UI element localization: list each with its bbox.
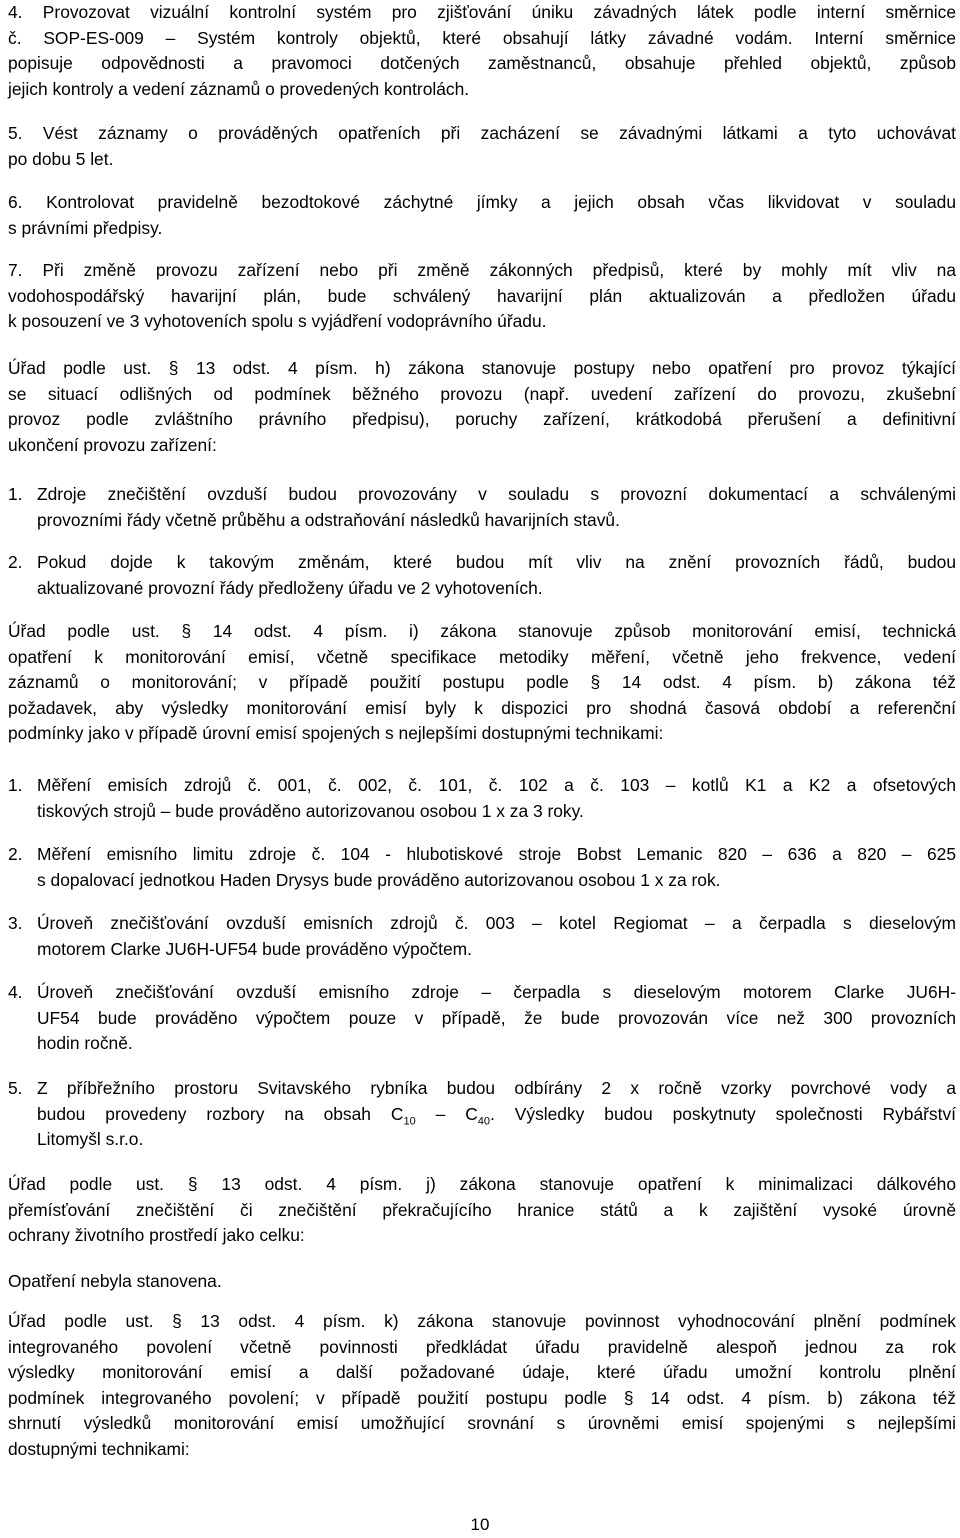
text-line: tiskových strojů – bude prováděno autorizovanou osobou 1 x za 3 roky. <box>37 800 584 821</box>
text-line: aktualizované provozní řády předloženy úřadu ve 2 vyhotoveních. <box>37 577 543 598</box>
text-line: 6. Kontrolovat pravidelně bezodtokové záchytné jímky a jejich obsah včas likvidovat v souladu <box>8 192 956 212</box>
text-line: podmínek integrovaného povolení; v případě použití postupu podle § 14 odst. 4 písm. b) zákona též <box>8 1387 956 1408</box>
text-line-with-subscripts <box>37 1102 956 1128</box>
paragraph-13k <box>8 1309 956 1463</box>
paragraph-13j <box>8 1172 956 1249</box>
list-item <box>8 482 956 533</box>
text-line: 5. Vést záznamy o prováděných opatřeních při zacházení se závadnými látkami a tyto uchovávat <box>8 123 956 143</box>
text-line: shrnutí výsledků monitorování emisí umožňující srovnání s úrovněmi emisí spojenými s nejlepšími <box>8 1413 956 1434</box>
text-line: záznamů o monitorování; v případě použití postupu podle § 14 odst. 4 písm. b) zákona též <box>8 672 956 693</box>
text-line: vodohospodářský havarijní plán, bude schválený havarijní plán aktualizován a předložen úřadu <box>8 285 956 306</box>
text-line: UF54 bude prováděno výpočtem pouze v případě, že bude provozován více než 300 provozních <box>37 1007 956 1028</box>
text-line: Z příbřežního prostoru Svitavského rybníka budou odbírány 2 x ročně vzorky povrchové vody a <box>37 1078 956 1098</box>
paragraph-13h <box>8 356 956 458</box>
text-line: Pokud dojde k takovým změnám, které budou mít vliv na znění provozních řádů, budou <box>37 552 956 572</box>
text-line: podmínky jako v případě úrovní emisí spojených s nejlepšími dostupnými technikami: <box>8 723 664 744</box>
text-line: Zdroje znečištění ovzduší budou provozovány v souladu s provozní dokumentací a schválenými <box>37 484 956 504</box>
text-line: Úroveň znečišťování ovzduší emisního zdroje – čerpadla s dieselovým motorem Clarke JU6H- <box>37 982 956 1002</box>
list-number: 1. <box>8 775 23 795</box>
text-line: provozními řády včetně průběhu a odstraňování následků havarijních stavů. <box>37 509 620 530</box>
list-item <box>8 842 956 893</box>
text-segment: . Výsledky budou poskytnuty společnosti Rybářství <box>490 1103 956 1124</box>
subscript: 40 <box>477 1115 491 1128</box>
list-number: 5. <box>8 1078 23 1098</box>
list-item <box>8 1076 956 1153</box>
condition-item-6 <box>8 190 956 241</box>
text-line: Opatření nebyla stanovena. <box>8 1271 222 1291</box>
text-line: Měření emisního limitu zdroje č. 104 - hlubotiskové stroje Bobst Lemanic 820 – 636 a 820 – 625 <box>37 844 956 864</box>
text-line: hodin ročně. <box>37 1033 133 1054</box>
list-number: 1. <box>8 484 23 504</box>
text-line: se situací odlišných od podmínek běžného provozu (např. uvedení zařízení do provozu, zkušební <box>8 383 956 404</box>
text-line: Měření emisích zdrojů č. 001, č. 002, č. 101, č. 102 a č. 103 – kotlů K1 a K2 a ofsetových <box>37 775 956 795</box>
page-number: 10 <box>470 1515 490 1534</box>
text-line: přemísťování znečištění či znečištění překračujícího hranice států a k zajištění vysoké úrovně <box>8 1199 956 1220</box>
text-line: motorem Clarke JU6H-UF54 bude prováděno výpočtem. <box>37 938 472 959</box>
list-number: 4. <box>8 982 23 1002</box>
no-measures-statement <box>8 1269 956 1295</box>
text-segment: budou provedeny rozbory na obsah C <box>37 1103 404 1124</box>
text-line: ukončení provozu zařízení: <box>8 434 217 455</box>
paragraph-14i <box>8 619 956 747</box>
text-line: Litomyšl s.r.o. <box>37 1129 144 1150</box>
text-line: Úřad podle ust. § 13 odst. 4 písm. h) zákona stanovuje postupy nebo opatření pro provoz týkající <box>8 358 956 378</box>
list-number: 2. <box>8 552 23 572</box>
text-line: 4. Provozovat vizuální kontrolní systém pro zjišťování úniku závadných látek podle interní směrnice <box>8 2 956 22</box>
condition-item-7 <box>8 258 956 335</box>
text-line: ochrany životního prostředí jako celku: <box>8 1225 305 1246</box>
text-line: opatření k monitorování emisí, včetně specifikace metodiky měření, včetně jeho frekvence, vedení <box>8 646 956 667</box>
text-line: 7. Při změně provozu zařízení nebo při změně zákonných předpisů, které by mohly mít vliv na <box>8 260 956 280</box>
text-line: požadavek, aby výsledky monitorování emisí byly k dispozici pro shodná časová období a referenční <box>8 697 956 718</box>
subscript: 10 <box>403 1115 416 1128</box>
text-line: výsledky monitorování emisí a další požadované údaje, které úřadu umožní kontrolu plnění <box>8 1362 956 1383</box>
text-line: po dobu 5 let. <box>8 148 114 169</box>
list-item <box>8 911 956 962</box>
text-line: popisuje odpovědnosti a pravomoci dotčených zaměstnanců, obsahuje přehled objektů, způsob <box>8 53 956 74</box>
condition-item-4 <box>8 0 956 102</box>
text-line: jejich kontroly a vedení záznamů o provedených kontrolách. <box>8 78 470 99</box>
list-number: 2. <box>8 844 23 864</box>
text-line: k posouzení ve 3 vyhotoveních spolu s vyjádření vodoprávního úřadu. <box>8 311 547 332</box>
text-line: č. SOP-ES-009 – Systém kontroly objektů, které obsahují látky závadné vodám. Interní směrnice <box>8 27 956 48</box>
text-line: dostupnými technikami: <box>8 1438 190 1459</box>
text-line: Úřad podle ust. § 14 odst. 4 písm. i) zákona stanovuje způsob monitorování emisí, technická <box>8 621 956 641</box>
text-line: Úřad podle ust. § 13 odst. 4 písm. k) zákona stanovuje povinnost vyhodnocování plnění podmínek <box>8 1311 956 1331</box>
text-line: Úřad podle ust. § 13 odst. 4 písm. j) zákona stanovuje opatření k minimalizaci dálkového <box>8 1174 956 1194</box>
text-line: provoz podle zvláštního právního předpisu), poruchy zařízení, krátkodobá přerušení a definitivní <box>8 409 956 430</box>
list-number: 3. <box>8 913 23 933</box>
condition-item-5 <box>8 121 956 172</box>
list-item <box>8 550 956 601</box>
list-item <box>8 980 956 1057</box>
list-item <box>8 773 956 824</box>
text-segment: – C <box>415 1103 478 1124</box>
text-line: s právními předpisy. <box>8 217 163 238</box>
text-line: integrovaného povolení včetně povinnosti předkládat úřadu pravidelně alespoň jednou za rok <box>8 1336 956 1357</box>
text-line: s dopalovací jednotkou Haden Drysys bude prováděno autorizovanou osobou 1 x za rok. <box>37 869 721 890</box>
text-line: Úroveň znečišťování ovzduší emisních zdrojů č. 003 – kotel Regiomat – a čerpadla s dieselovým <box>37 913 956 933</box>
